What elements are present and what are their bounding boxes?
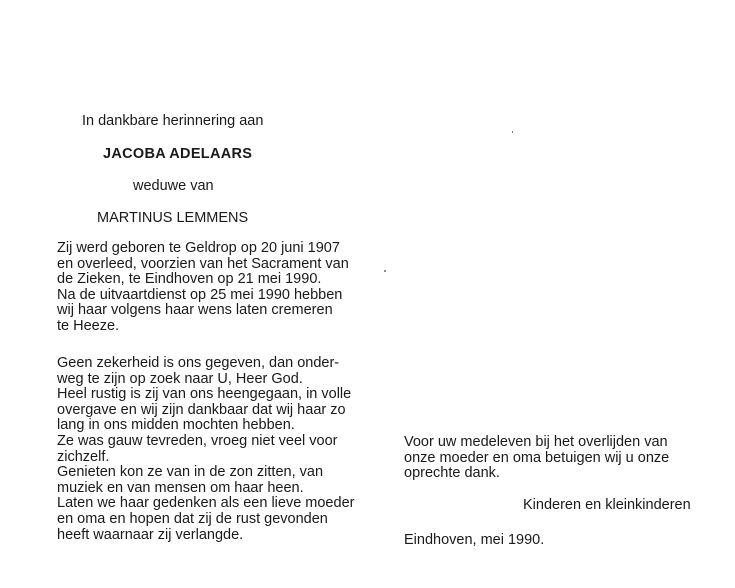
biography-paragraph	[57, 241, 349, 335]
thanks-line: onze moeder en oma betuigen wij u onze	[404, 449, 670, 466]
bio-line: Zij werd geboren te Geldrop op 20 juni 1907	[57, 240, 340, 256]
poem-line: Heel rustig is zij van ons heengegaan, in volle	[57, 386, 352, 403]
poem-line: Laten we haar gedenken als een lieve moeder	[57, 495, 355, 512]
thanks-paragraph	[404, 435, 669, 482]
intro-text: In dankbare herinnering aan	[82, 113, 264, 129]
poem-paragraph	[57, 356, 354, 543]
bio-line: te Heeze.	[57, 317, 120, 334]
relation-text: weduwe van	[133, 178, 214, 194]
dust-speck	[384, 270, 386, 272]
signature-text: Kinderen en kleinkinderen	[523, 497, 691, 513]
bio-line: wij haar volgens haar wens laten cremeren	[57, 302, 333, 319]
bio-line: en overleed, voorzien van het Sacrament van	[57, 255, 349, 272]
place-date-text: Eindhoven, mei 1990.	[404, 532, 545, 548]
poem-line: Geen zekerheid is ons gegeven, dan onder-	[57, 355, 340, 371]
thanks-line: Voor uw medeleven bij het overlijden van	[404, 434, 668, 450]
spouse-name: MARTINUS LEMMENS	[97, 210, 249, 226]
poem-line: overgave en wij zijn dankbaar dat wij haar zo	[57, 401, 346, 418]
poem-line: heeft waarnaar zij verlangde.	[57, 526, 244, 543]
poem-line: zichzelf.	[57, 448, 110, 465]
poem-line: weg te zijn op zoek naar U, Heer God.	[57, 370, 303, 387]
bio-line: de Zieken, te Eindhoven op 21 mei 1990.	[57, 271, 322, 288]
poem-line: en oma en hopen dat zij de rust gevonden	[57, 510, 328, 527]
thanks-line: oprechte dank.	[404, 465, 500, 482]
poem-line: Genieten kon ze van in de zon zitten, van	[57, 464, 324, 481]
poem-line: muziek en van mensen om haar heen.	[57, 479, 304, 496]
deceased-name: JACOBA ADELAARS	[103, 146, 253, 162]
dust-speck	[512, 131, 513, 133]
poem-line: Ze was gauw tevreden, vroeg niet veel voor	[57, 432, 338, 449]
bio-line: Na de uitvaartdienst op 25 mei 1990 hebben	[57, 286, 343, 303]
poem-line: lang in ons midden mochten hebben.	[57, 417, 295, 434]
